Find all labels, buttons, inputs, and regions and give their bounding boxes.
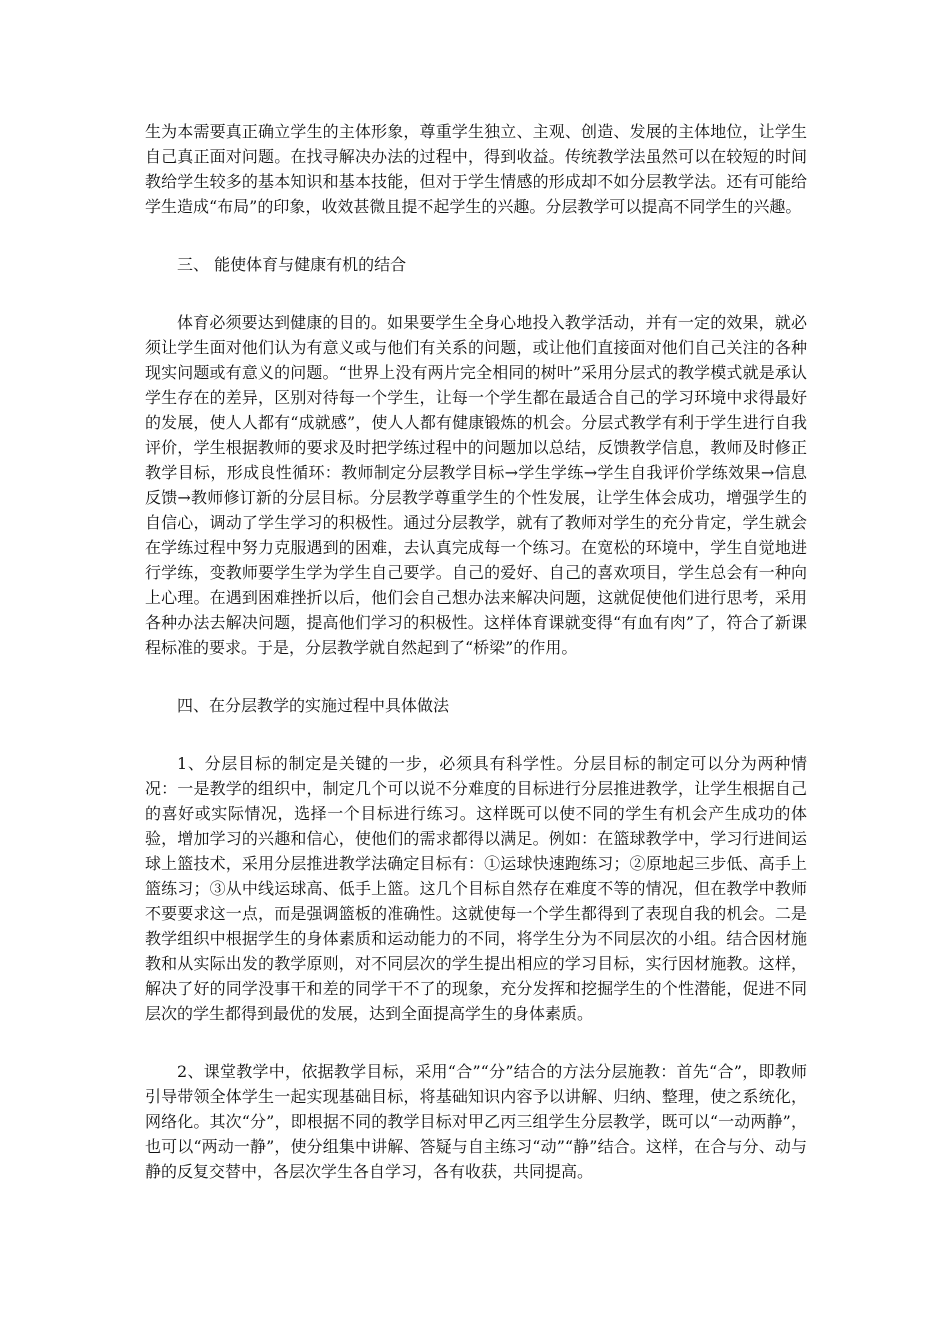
- paragraph-section-3: 体育必须要达到健康的目的。如果要学生全身心地投入教学活动，并有一定的效果，就必须让学生面对他们认为有意义或与他们有关系的问题，或让他们直接面对他们自己关注的各种现实问题或有意义的问题。“世界上没有两片完全相同的树叶”采用分层式的教学模式就是承认学生存在的差异，区别对待每一个学生，让每一个学生都在最适合自己的学习环境中求得最好的发展，使人人都有“成就感”，使人人都有健康锻炼的机会。分层式教学有利于学生进行自我评价，学生根据教师的要求及时把学练过程中的问题加以总结，反馈教学信息，教师及时修正教学目标，形成良性循环：教师制定分层教学目标→学生学练→学生自我评价学练效果→信息反馈→教师修订新的分层目标。分层教学尊重学生的个性发展，让学生体会成功，增强学生的自信心，调动了学生学习的积极性。通过分层教学，就有了教师对学生的充分肯定，学生就会在学练过程中努力克服遇到的困难，去认真完成每一个练习。在宽松的环境中，学生自觉地进行学练，变教师要学生学为学生自己要学。自己的爱好、自己的喜欢项目，学生总会有一种向上心理。在遇到困难挫折以后，他们会自己想办法来解决问题，这就促使他们进行思考，采用各种办法去解决问题，提高他们学习的积极性。这样体育课就变得“有血有肉”了，符合了新课程标准的要求。于是，分层教学就自然起到了“桥梁”的作用。: [145, 313, 807, 657]
- paragraph-intro-continued: 生为本需要真正确立学生的主体形象，尊重学生独立、主观、创造、发展的主体地位，让学生自己真正面对问题。在找寻解决办法的过程中，得到收益。传统教学法虽然可以在较短的时间教给学生较多的基本知识和基本技能，但对于学生情感的形成却不如分层教学法。还有可能给学生造成“布局”的印象，收效甚微且提不起学生的兴趣。分层教学可以提高不同学生的兴趣。: [145, 122, 807, 216]
- paragraph-gap: [145, 718, 807, 751]
- paragraph-gap: [145, 660, 807, 693]
- paragraph-gap: [145, 219, 807, 252]
- paragraph-gap: [145, 277, 807, 310]
- section-heading-3: 三、 能使体育与健康有机的结合: [177, 255, 407, 274]
- document-page: [145, 119, 807, 1184]
- paragraph-item-1: 1、分层目标的制定是关键的一步，必须具有科学性。分层目标的制定可以分为两种情况：一是教学的组织中，制定几个可以说不分难度的目标进行分层推进教学，让学生根据自己的喜好或实际情况，选择一个目标进行练习。这样既可以使不同的学生有机会产生成功的体验，增加学习的兴趣和信心，使他们的需求都得以满足。例如：在篮球教学中，学习行进间运球上篮技术，采用分层推进教学法确定目标有：①运球快速跑练习；②原地起三步低、高手上篮练习；③从中线运球高、低手上篮。这几个目标自然存在难度不等的情况，但在教学中教师不要要求这一点，而是强调篮板的准确性。这就使每一个学生都得到了表现自我的机会。二是教学组织中根据学生的身体素质和运动能力的不同，将学生分为不同层次的小组。结合因材施教和从实际出发的教学原则，对不同层次的学生提出相应的学习目标，实行因材施教。这样，解决了好的同学没事干和差的同学干不了的现象，充分发挥和挖掘学生的个性潜能，促进不同层次的学生都得到最优的发展，达到全面提高学生的身体素质。: [145, 754, 807, 1023]
- paragraph-gap: [145, 1026, 807, 1059]
- section-heading-4: 四、在分层教学的实施过程中具体做法: [177, 696, 450, 715]
- paragraph-item-2: 2、课堂教学中，依据教学目标，采用“合”“分”结合的方法分层施教：首先“合”，即教师引导带领全体学生一起实现基础目标，将基础知识内容予以讲解、归纳、整理，使之系统化，网络化。其次“分”，即根据不同的教学目标对甲乙丙三组学生分层教学，既可以“一动两静”，也可以“两动一静”，使分组集中讲解、答疑与自主练习“动”“静”结合。这样，在合与分、动与静的反复交替中，各层次学生各自学习，各有收获，共同提高。: [145, 1062, 807, 1181]
